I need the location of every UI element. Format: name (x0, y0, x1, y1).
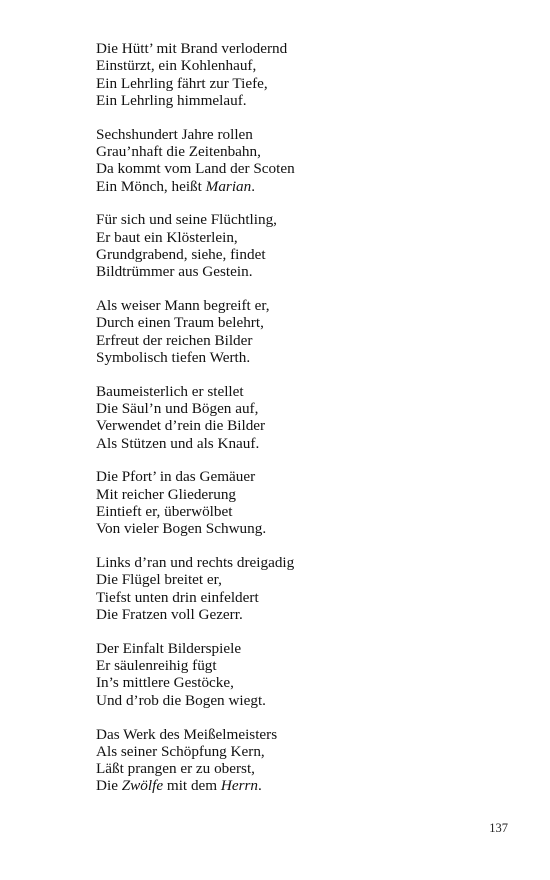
poem-line: Er baut ein Klösterlein, (96, 228, 238, 246)
poem-line: Der Einfalt Bilderspiele (96, 639, 242, 657)
italic-name: Marian (205, 177, 252, 195)
poem-line: Als Stützen und als Knauf. (96, 434, 260, 452)
poem-line: Für sich und seine Flüchtling, (96, 211, 277, 229)
stanza (96, 468, 516, 537)
poem-line: Die Flügel breitet er, (96, 571, 222, 589)
poem-line: Tiefst unten drin einfeldert (96, 588, 259, 606)
poem-line: Durch einen Traum belehrt, (96, 314, 264, 332)
line-punctuation: . (258, 777, 262, 795)
stanza (96, 640, 516, 709)
poem-line (96, 178, 516, 195)
stanza (96, 726, 516, 795)
stanza (96, 554, 516, 623)
stanza (96, 126, 516, 195)
poem-line: Einstürzt, ein Kohlenhauf, (96, 57, 257, 75)
stanza (96, 383, 516, 452)
line-text: mit dem (163, 777, 221, 795)
poem-line: Läßt prangen er zu oberst, (96, 760, 255, 778)
poem-line: Sechshundert Jahre rollen (96, 125, 253, 143)
italic-word: Zwölfe (121, 777, 164, 795)
poem-line: Als weiser Mann begreift er, (96, 297, 270, 315)
stanza (96, 211, 516, 280)
poem-line: In’s mittlere Gestöcke, (96, 674, 234, 692)
poem-line: Als seiner Schöpfung Kern, (96, 742, 265, 760)
italic-word: Herrn (220, 777, 259, 795)
poem-line: Von vieler Bogen Schwung. (96, 520, 267, 538)
poem-line: Eintieft er, überwölbet (96, 503, 233, 521)
page-number: 137 (489, 821, 508, 835)
line-text: Ein Mönch, heißt (96, 177, 206, 195)
poem-line: Da kommt vom Land der Scoten (96, 160, 295, 178)
stanza (96, 297, 516, 366)
poem-line: Baumeisterlich er stellet (96, 382, 244, 400)
poem-line: Ein Lehrling himmelauf. (96, 91, 247, 109)
line-text: Die (96, 777, 122, 795)
poem-line: Grau’nhaft die Zeitenbahn, (96, 142, 261, 160)
line-punctuation: . (251, 177, 256, 195)
poem-line: Die Säul’n und Bögen auf, (96, 400, 259, 418)
stanza (96, 40, 516, 109)
poem-line: Die Fratzen voll Gezerr. (96, 606, 243, 624)
poem-line: Erfreut der reichen Bilder (96, 331, 253, 349)
poem-line (96, 777, 516, 794)
poem-body (96, 40, 516, 811)
poem-line: Mit reicher Gliederung (96, 485, 237, 503)
poem-line: Bildtrümmer aus Gestein. (96, 263, 253, 281)
poem-line: Symbolisch tiefen Werth. (96, 348, 251, 366)
poem-line: Verwendet d’rein die Bilder (96, 417, 266, 435)
poem-line: Grundgrabend, siehe, findet (96, 245, 266, 263)
poem-line: Ein Lehrling fährt zur Tiefe, (96, 74, 268, 92)
poem-line: Das Werk des Meißelmeisters (96, 725, 278, 743)
poem-line: Die Pfort’ in das Gemäuer (96, 468, 256, 486)
poem-line: Die Hütt’ mit Brand verlodernd (96, 40, 288, 57)
poem-line: Er säulenreihig fügt (96, 657, 217, 675)
poem-line: Und d’rob die Bogen wiegt. (96, 691, 266, 709)
poem-line: Links d’ran und rechts dreigadig (96, 554, 295, 572)
